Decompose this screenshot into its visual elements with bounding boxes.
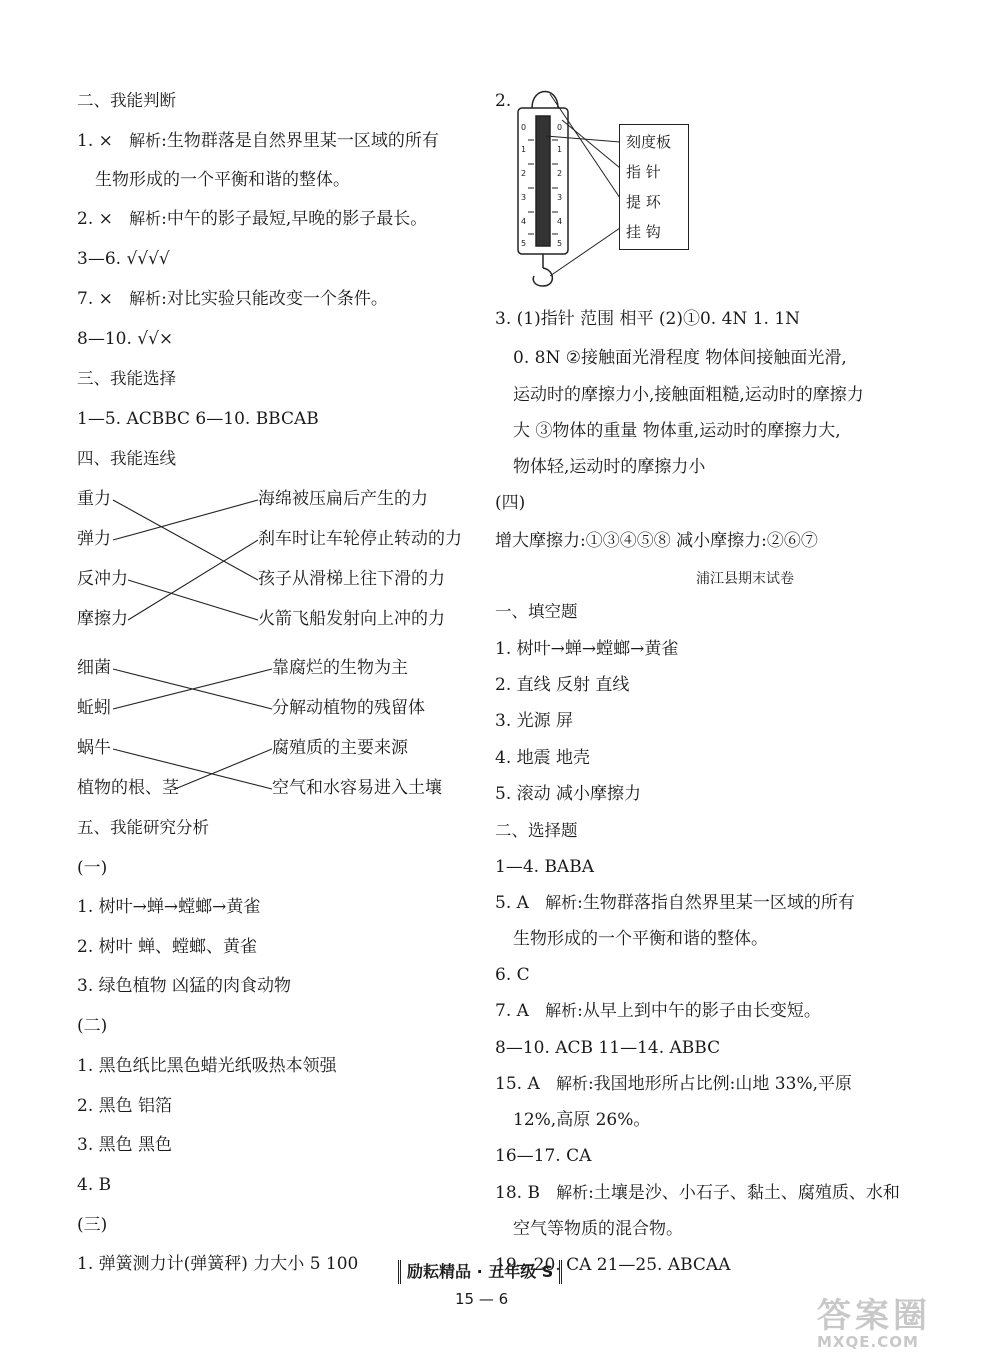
answer-line: 18. B 解析:土壤是沙、小石子、黏土、腐殖质、水和 xyxy=(495,1183,900,1203)
matching-lines xyxy=(0,0,490,820)
parts-label-box xyxy=(619,124,689,250)
match-left-item: 弹力 xyxy=(77,529,111,549)
watermark-text: 答案圈 xyxy=(817,1296,931,1336)
match-line xyxy=(113,500,258,580)
match-right-item: 刹车时让车轮停止转动的力 xyxy=(258,529,462,549)
match-line xyxy=(175,749,272,789)
section-title: 五、我能研究分析 xyxy=(77,818,209,837)
answer-line: 7. × 解析:对比实验只能改变一个条件。 xyxy=(77,289,388,309)
match-left-item: 重力 xyxy=(77,489,111,509)
answer-line: 生物形成的一个平衡和谐的整体。 xyxy=(95,170,350,190)
analysis-label: 解析 xyxy=(129,131,162,150)
watermark-url: MXQE.COM xyxy=(817,1333,919,1351)
svg-text:4: 4 xyxy=(557,217,563,226)
answer-line: 1. 弹簧测力计(弹簧秤) 力大小 5 100 xyxy=(77,1254,359,1274)
match-line xyxy=(113,749,272,789)
analysis-label: 解析 xyxy=(545,893,578,912)
answer-line: 1. 黑色纸比黑色蜡光纸吸热本领强 xyxy=(77,1056,337,1076)
question-number: 2. xyxy=(495,91,512,111)
connector-line xyxy=(562,120,620,168)
answer-line: 12%,高原 26%。 xyxy=(513,1110,651,1130)
svg-text:4: 4 xyxy=(521,217,527,226)
answer-line: 物体轻,运动时的摩擦力小 xyxy=(513,457,706,477)
match-left-item: 蜗牛 xyxy=(77,738,111,758)
answer-line: 4. 地震 地壳 xyxy=(495,748,591,768)
section-title: 三、我能选择 xyxy=(77,369,176,388)
part-label: 挂 钩 xyxy=(626,223,661,241)
answer-line: 3. 绿色植物 凶猛的肉食动物 xyxy=(77,976,292,996)
brand-mark: 励耘精品 · 五年级 S xyxy=(398,1260,562,1284)
answer-line: 3—6. √√√√ xyxy=(77,249,170,269)
svg-text:3: 3 xyxy=(557,193,563,202)
watermark xyxy=(817,1288,992,1366)
spring-scale-diagram xyxy=(510,80,710,300)
sub-heading: (二) xyxy=(77,1016,108,1036)
match-left-item: 植物的根、茎 xyxy=(77,778,179,798)
part-label: 刻度板 xyxy=(626,133,672,151)
answer-line: 2. 直线 反射 直线 xyxy=(495,675,630,695)
section-title: 一、填空题 xyxy=(495,602,578,621)
sub-heading: (一) xyxy=(77,858,108,878)
analysis-label: 解析 xyxy=(556,1183,589,1202)
answer-line: 大 ③物体的重量 物体重,运动时的摩擦力大, xyxy=(513,421,841,441)
page-number: 15 — 6 xyxy=(455,1290,509,1308)
svg-text:3: 3 xyxy=(521,193,527,202)
match-right-item: 靠腐烂的生物为主 xyxy=(272,658,408,678)
answer-line: 6. C xyxy=(495,965,530,985)
answer-line: 1—5. ACBBC 6—10. BBCAB xyxy=(77,409,319,429)
part-label: 指 针 xyxy=(626,163,661,181)
svg-text:5: 5 xyxy=(521,239,527,248)
answer-line: 1. 树叶→蝉→螳螂→黄雀 xyxy=(495,639,679,659)
svg-text:1: 1 xyxy=(557,145,563,154)
part-label: 提 环 xyxy=(626,193,661,211)
answer-line: 3. (1)指针 范围 相平 (2)①0. 4N 1. 1N xyxy=(495,309,801,329)
svg-text:0: 0 xyxy=(521,123,527,132)
match-line xyxy=(128,540,258,620)
section-title: 四、我能连线 xyxy=(77,449,176,468)
sub-heading: (四) xyxy=(495,493,526,513)
svg-text:2: 2 xyxy=(557,169,563,178)
match-right-item: 火箭飞船发射向上冲的力 xyxy=(258,609,445,629)
match-left-item: 细菌 xyxy=(77,658,111,678)
answer-line: 16—17. CA xyxy=(495,1146,592,1166)
match-right-item: 分解动植物的残留体 xyxy=(272,698,425,718)
answer-line: 3. 黑色 黑色 xyxy=(77,1135,173,1155)
section-title: 二、我能判断 xyxy=(77,91,176,110)
answer-line: 8—10. √√× xyxy=(77,329,174,349)
analysis-label: 解析 xyxy=(129,289,162,308)
match-right-item: 空气和水容易进入土壤 xyxy=(272,778,442,798)
answer-line: 0. 8N ②接触面光滑程度 物体间接触面光滑, xyxy=(513,348,847,368)
analysis-label: 解析 xyxy=(129,209,162,228)
answer-line: 7. A 解析:从早上到中午的影子由长变短。 xyxy=(495,1001,821,1021)
svg-text:0: 0 xyxy=(557,123,563,132)
answer-line: 5. 滚动 减小摩擦力 xyxy=(495,784,642,804)
match-left-item: 蚯蚓 xyxy=(77,698,111,718)
answer-line: 1. 树叶→蝉→螳螂→黄雀 xyxy=(77,897,261,917)
answer-line: 运动时的摩擦力小,接触面粗糙,运动时的摩擦力 xyxy=(513,385,864,405)
analysis-label: 解析 xyxy=(555,1074,588,1093)
match-left-item: 摩擦力 xyxy=(77,609,128,629)
answer-line: 2. 树叶 蝉、螳螂、黄雀 xyxy=(77,937,258,957)
match-right-item: 孩子从滑梯上往下滑的力 xyxy=(258,569,445,589)
svg-text:5: 5 xyxy=(557,239,563,248)
answer-line: 空气等物质的混合物。 xyxy=(513,1219,683,1239)
analysis-label: 解析 xyxy=(545,1001,578,1020)
answer-line: 生物形成的一个平衡和谐的整体。 xyxy=(513,929,768,949)
svg-text:1: 1 xyxy=(521,145,527,154)
answer-line: 2. 黑色 铝箔 xyxy=(77,1096,173,1116)
section-title: 二、选择题 xyxy=(495,821,578,840)
answer-line: 增大摩擦力:①③④⑤⑧ 减小摩擦力:②⑥⑦ xyxy=(495,531,818,551)
answer-line: 2. × 解析:中午的影子最短,早晚的影子最长。 xyxy=(77,209,428,229)
match-line xyxy=(128,580,258,620)
answer-line: 1—4. BABA xyxy=(495,857,594,877)
match-line xyxy=(113,500,258,540)
svg-text:2: 2 xyxy=(521,169,527,178)
match-left-item: 反冲力 xyxy=(77,569,128,589)
answer-line: 1. × 解析:生物群落是自然界里某一区域的所有 xyxy=(77,131,439,151)
match-right-item: 海绵被压扁后产生的力 xyxy=(258,489,428,509)
match-right-item: 腐殖质的主要来源 xyxy=(272,738,408,758)
answer-line: 4. B xyxy=(77,1175,112,1195)
sub-heading: (三) xyxy=(77,1215,108,1235)
answer-line: 8—10. ACB 11—14. ABBC xyxy=(495,1038,721,1058)
answer-line: 19—20. CA 21—25. ABCAA xyxy=(495,1255,731,1275)
answer-line: 5. A 解析:生物群落指自然界里某一区域的所有 xyxy=(495,893,855,913)
exam-title: 浦江县期末试卷 xyxy=(696,571,794,587)
answer-line: 15. A 解析:我国地形所占比例:山地 33%,平原 xyxy=(495,1074,853,1094)
answer-line: 3. 光源 屏 xyxy=(495,711,574,731)
